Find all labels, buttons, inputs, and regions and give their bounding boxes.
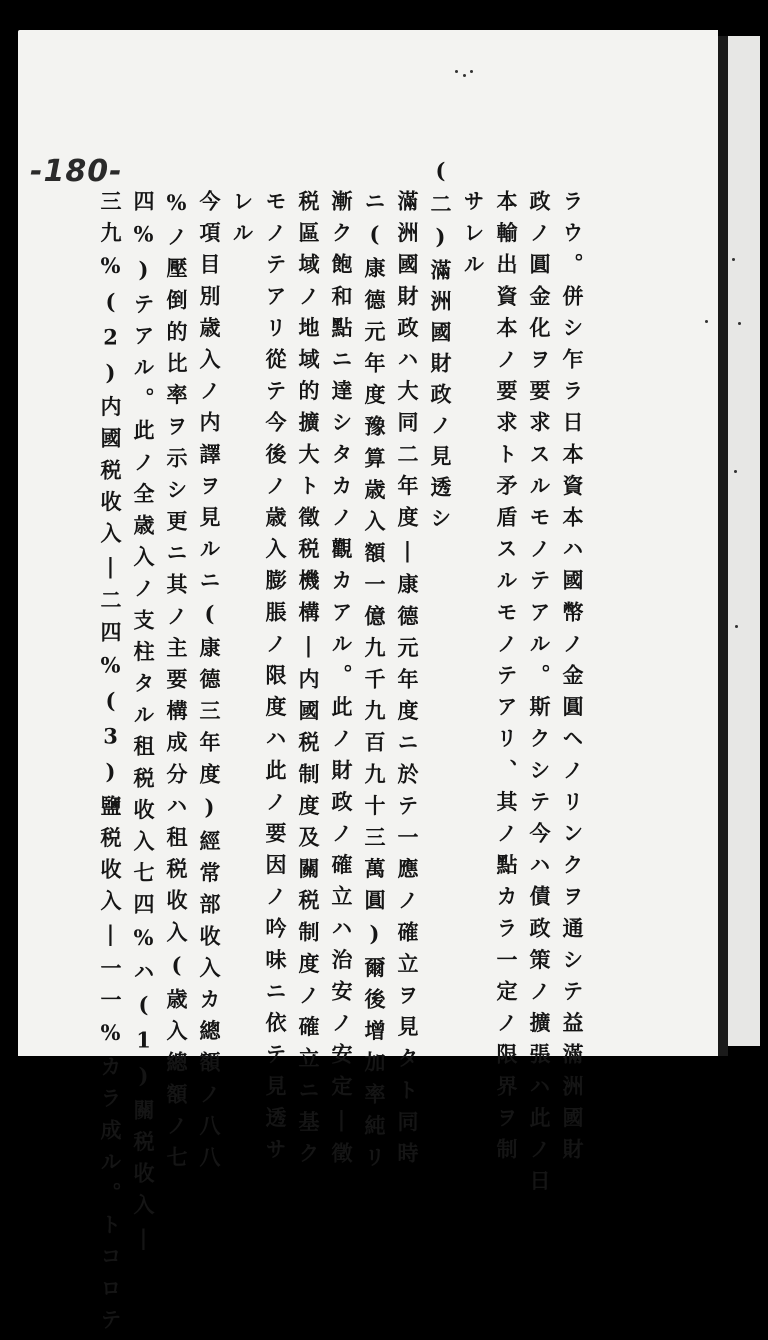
scan-speck (463, 74, 466, 77)
adjacent-page-strip (728, 36, 760, 1046)
scan-speck (734, 470, 737, 473)
scan-speck (735, 625, 738, 628)
text-column-7: ニ(康德元年度豫算歳入額一億九千九百九十三萬圓)爾後增加率純リ (362, 190, 387, 1178)
text-column-11: レル (230, 190, 255, 254)
text-column-3: 本輸出資本ノ要求ト矛盾スルモノテアリ、其ノ點カラ一定ノ限界ヲ制 (494, 190, 519, 1170)
scan-speck (470, 70, 473, 73)
text-column-4: サレル (461, 190, 486, 285)
scan-speck (738, 322, 741, 325)
scan-speck (705, 320, 708, 323)
text-column-1: ラウ。併シ乍ラ日本資本ハ國幣ノ金圓ヘノリンクヲ通シテ益滿洲國財 (560, 190, 585, 1170)
scan-speck (455, 70, 458, 73)
text-column-13: %ノ壓倒的比率ヲ示シ更ニ其ノ主要構成分ハ租税收入(歳入總額ノ七 (164, 190, 189, 1178)
text-column-6: 滿洲國財政ハ大同二年度|康德元年度ニ於テ一應ノ確立ヲ見タト同時 (395, 190, 420, 1174)
text-column-15: 三九%(2)内國税收入|二四%(3)鹽税收入|一一%カラ成ル。トコロテ (98, 190, 123, 1340)
text-column-14: 四%)テアル。此ノ全歳入ノ支柱タル租税收入七四%ハ(1)關税收入| (131, 190, 156, 1261)
section-heading: (二)滿洲國財政ノ見透シ (428, 158, 453, 538)
text-column-9: 税區域ノ地域的擴大ト徵税機構|内國税制度及關税制度ノ確立ニ基ク (296, 190, 321, 1174)
text-column-2: 政ノ圓金化ヲ要求スルモノテアル。斯クシテ今ハ債政策ノ擴張ハ此ノ日 (527, 190, 552, 1202)
page-edge-shadow (718, 36, 728, 1056)
text-column-10: モノテアリ從テ今後ノ歳入膨脹ノ限度ハ此ノ要因ノ吟味ニ依テ見透サ (263, 190, 288, 1170)
text-column-8: 漸ク飽和點ニ達シタカノ觀カアル。此ノ財政ノ確立ハ治安ノ安定|徵 (329, 190, 354, 1174)
text-column-12: 今項目別歳入ノ内譯ヲ見ルニ(康德三年度)經常部收入カ總額ノ八八 (197, 190, 222, 1178)
page-number: -180- (30, 154, 123, 189)
scan-speck (732, 258, 735, 261)
